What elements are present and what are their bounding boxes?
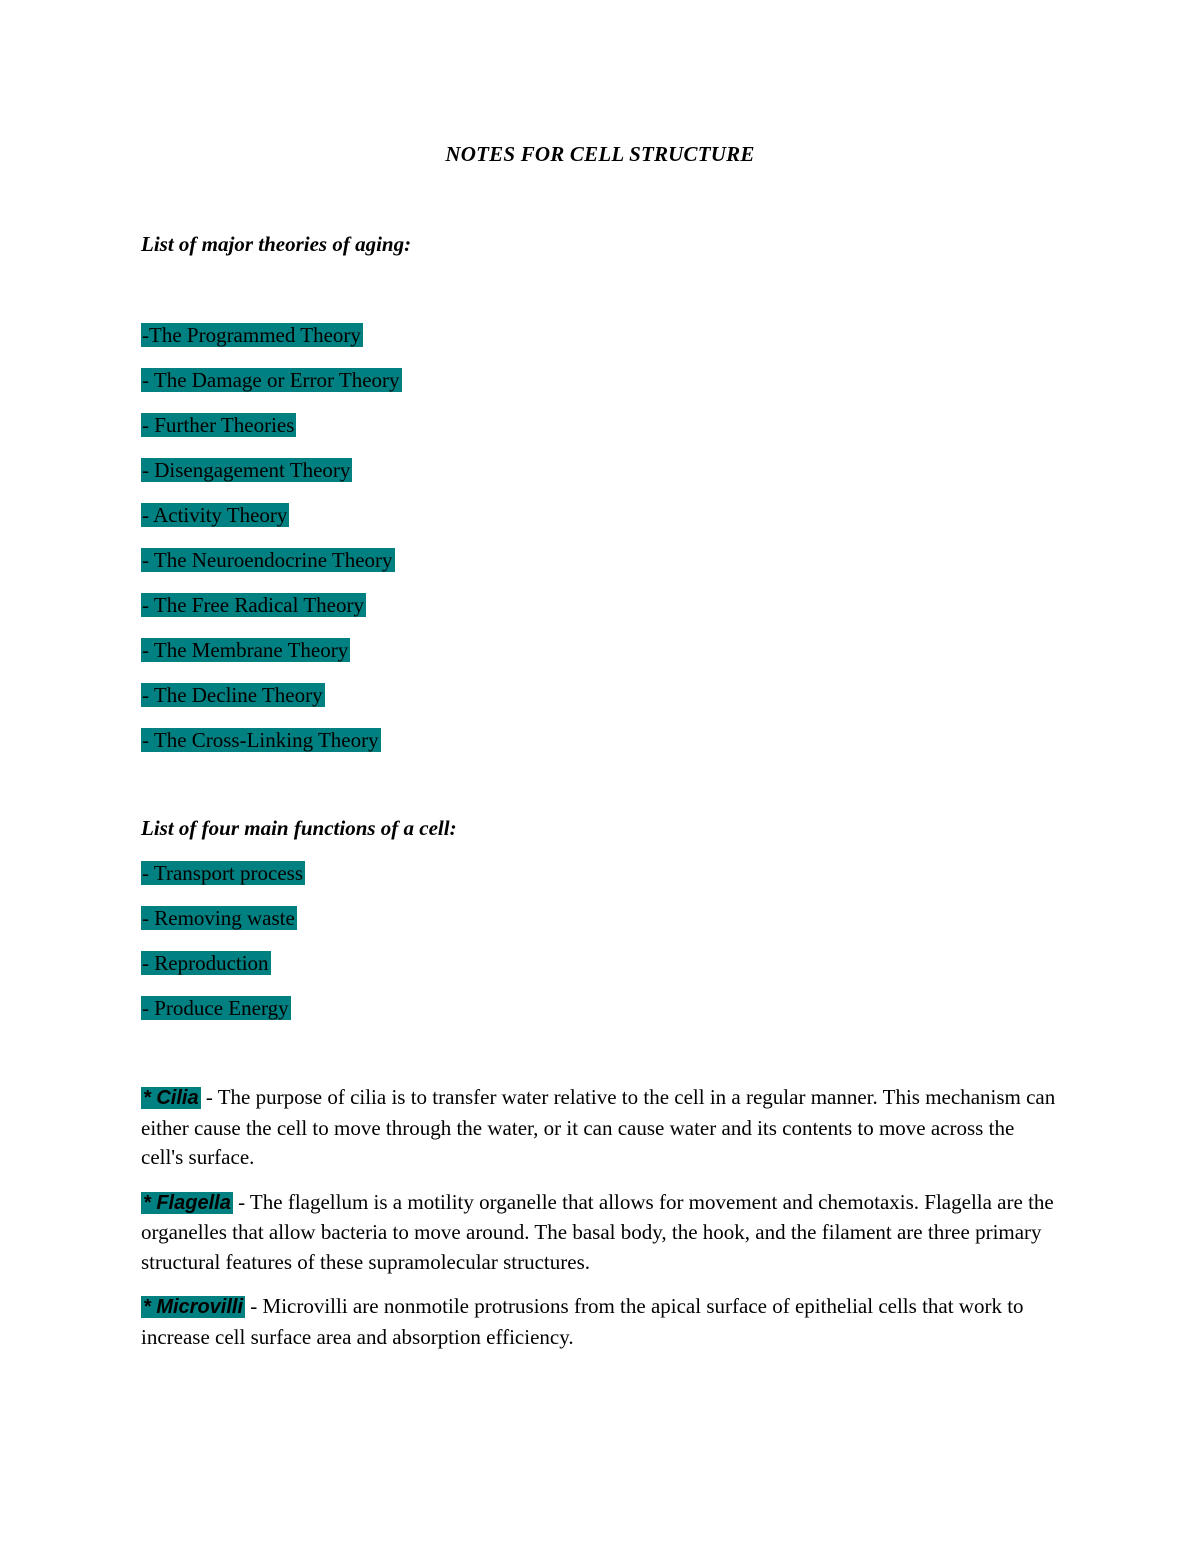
list-item	[141, 727, 402, 772]
definition-term: * Microvilli	[143, 1296, 244, 1318]
definition-text: - The flagellum is a motility organelle that allows for movement and chemotaxis. Flagella are the organelles that allow bacteria to move around. The basal body, the hook, and the filament are three primary structural features of these supramolecular structures.	[141, 1189, 1054, 1274]
list-item-text: - Reproduction	[142, 951, 269, 975]
cell-functions-list	[141, 860, 305, 1040]
definition-term: * Cilia	[143, 1087, 199, 1109]
definition-text: - The purpose of cilia is to transfer water relative to the cell in a regular manner. This mechanism can either cause the cell to move through the water, or it can cause water and its contents to move across the cell's surface.	[141, 1085, 1056, 1169]
list-item	[141, 412, 402, 457]
list-item	[141, 592, 402, 637]
definition-term: * Flagella	[143, 1191, 231, 1214]
list-item-text: - Produce Energy	[142, 996, 289, 1020]
list-item	[141, 905, 305, 950]
list-item-text: - The Free Radical Theory	[142, 593, 364, 617]
aging-theories-heading: List of major theories of aging:	[141, 232, 412, 256]
cell-functions-heading: List of four main functions of a cell:	[141, 816, 457, 840]
list-item-text: - The Cross-Linking Theory	[142, 728, 379, 752]
list-item-text: - Further Theories	[142, 413, 295, 437]
definition-flagella	[141, 1188, 1061, 1278]
list-item-text: -The Programmed Theory	[142, 323, 361, 347]
list-item	[141, 995, 305, 1040]
list-item-text: - The Membrane Theory	[142, 638, 349, 662]
list-item	[141, 860, 305, 905]
list-item-text: - The Neuroendocrine Theory	[142, 548, 393, 572]
list-item	[141, 682, 402, 727]
list-item-text: - Removing waste	[142, 906, 295, 930]
list-item	[141, 547, 402, 592]
definition-microvilli	[141, 1292, 1061, 1352]
list-item	[141, 502, 402, 547]
definitions-section	[141, 1083, 1061, 1367]
list-item	[141, 457, 402, 502]
list-item-text: - The Damage or Error Theory	[142, 368, 400, 392]
definition-text: - Microvilli are nonmotile protrusions from the apical surface of epithelial cells that work to increase cell surface area and absorption efficiency.	[141, 1294, 1024, 1349]
list-item-text: - Transport process	[142, 861, 303, 885]
list-item	[141, 322, 402, 367]
list-item-text: - The Decline Theory	[142, 683, 323, 707]
aging-theories-list	[141, 322, 402, 772]
list-item	[141, 637, 402, 682]
definition-cilia	[141, 1083, 1061, 1173]
document-title: NOTES FOR CELL STRUCTURE	[445, 142, 755, 166]
list-item-text: - Activity Theory	[142, 503, 288, 527]
list-item	[141, 367, 402, 412]
list-item	[141, 950, 305, 995]
list-item-text: - Disengagement Theory	[142, 458, 351, 482]
